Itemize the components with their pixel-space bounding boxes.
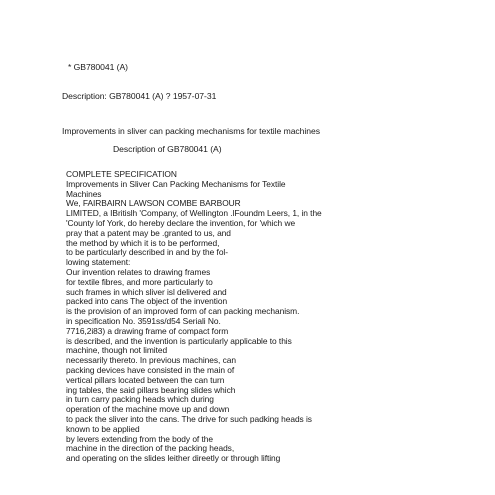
body-line: packed into cans The object of the invention xyxy=(66,296,228,307)
document-id: * GB780041 (A) xyxy=(68,62,128,72)
body-line: for textile fibres, and more particularly to xyxy=(66,276,213,287)
sub-description: Description of GB780041 (A) xyxy=(113,144,222,154)
body-line: to pack the sliver into the cans. The drive for such padking heads is xyxy=(66,413,312,424)
body-line: 'County lof York, do hereby declare the invention, for 'which we xyxy=(66,217,296,228)
document-title: Improvements in sliver can packing mechanisms for textile machines xyxy=(62,126,320,136)
body-line: 7716,2i83) a drawing frame of compact form xyxy=(66,325,229,336)
body-line: to be particularly described in and by the fol- xyxy=(66,247,228,258)
specification-body xyxy=(66,170,486,464)
body-line: Improvements in Sliver Can Packing Mechanisms for Textile xyxy=(66,178,286,189)
body-line: the method by which it is to be performed, xyxy=(66,237,220,248)
body-line: by levers extending from the body of the xyxy=(66,433,213,444)
body-line: COMPLETE SPECIFICATION xyxy=(66,169,177,179)
description-line: Description: GB780041 (A) ? 1957-07-31 xyxy=(62,91,217,101)
body-line: machine, though not limited xyxy=(66,345,168,356)
body-line: pray that a patent may be .granted to us, and xyxy=(66,227,231,238)
body-line: operation of the machine move up and down xyxy=(66,404,230,415)
body-line: packing devices have consisted in the main of xyxy=(66,364,235,375)
body-line: machine in the direction of the packing heads, xyxy=(66,443,235,454)
body-line: is the provision of an improved form of can packing mechanism. xyxy=(66,306,300,317)
body-line: necessarily thereto. In previous machines, can xyxy=(66,355,236,366)
body-line: ing tables, the said pillars bearing slides which xyxy=(66,384,236,395)
body-line: We, FAIRBAIRN LAWSON COMBE BARBOUR xyxy=(66,198,241,209)
body-line: vertical pillars located between the can turn xyxy=(66,374,225,385)
body-line: and operating on the slides leither direetly or through lifting xyxy=(66,453,281,464)
body-line: in turn carry packing heads which during xyxy=(66,394,214,405)
body-line: lowing statement: xyxy=(66,257,131,268)
body-line: is described, and the invention is particularly applicable to this xyxy=(66,335,292,346)
body-line: Our invention relates to drawing frames xyxy=(66,266,211,277)
body-line: Machines xyxy=(66,188,102,199)
body-line: in specification No. 3591ss/d54 Seriali No. xyxy=(66,315,221,326)
body-line: such frames in which sliver isl delivered and xyxy=(66,286,227,297)
body-line: known to be applied xyxy=(66,423,140,434)
body-line: LIMITED, a IBritislh 'Company, of Wellington .lFoundm Leers, 1, in the xyxy=(66,208,322,219)
